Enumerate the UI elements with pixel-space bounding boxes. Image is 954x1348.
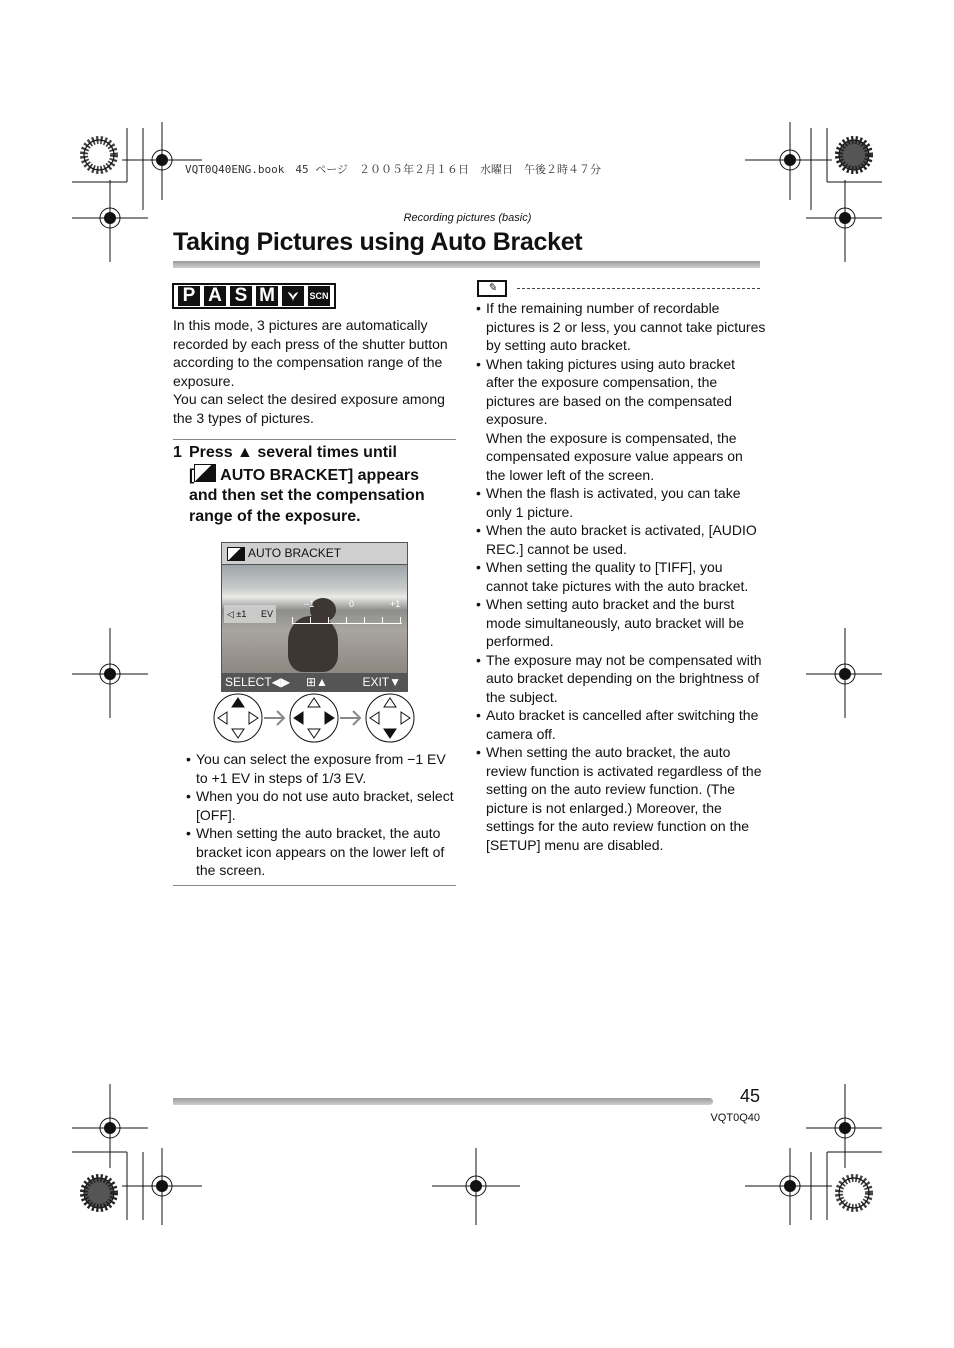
list-item — [476, 521, 766, 558]
list-item: • You can select the exposure from −1 EV to +1 EV in steps of 1/3 EV. — [186, 750, 458, 787]
title-rule — [173, 261, 760, 268]
dpad-sequence — [212, 692, 416, 744]
step-line: Press ▲ several times until — [189, 444, 397, 461]
note-text: When the exposure is compensated, the compensated exposure value appears on the lower left of the screen. — [486, 429, 743, 483]
mode-scn-icon: SCN — [308, 286, 330, 306]
lcd-exit-hint: EXIT▼ — [362, 675, 401, 689]
scale-label: 0 — [349, 599, 355, 609]
auto-bracket-icon — [227, 547, 245, 561]
list-item: • When you do not use auto bracket, select [OFF]. — [186, 787, 458, 824]
list-item — [476, 558, 766, 595]
list-item — [476, 355, 766, 485]
ev-value-text: ◁ ±1 — [227, 609, 247, 619]
dpad-left-right-icon — [290, 694, 338, 742]
ev-value — [224, 605, 276, 623]
note-text: • If the remaining number of recordable pictures is 2 or less, you cannot take pictures by setting auto bracket. — [486, 300, 766, 353]
step-instruction — [189, 443, 457, 527]
step-line: AUTO BRACKET] appears — [216, 466, 420, 484]
mode-icons — [172, 283, 336, 309]
lcd-header — [222, 543, 407, 565]
lcd-photo — [222, 564, 407, 674]
lcd-footer — [222, 673, 407, 691]
note-icon: ✎ — [477, 280, 507, 297]
print-header: VQT0Q40ENG.book 45 ページ ２００５年２月１６日 水曜日 午後２時４７分 — [185, 163, 601, 176]
list-item — [476, 484, 766, 521]
list-item — [476, 743, 766, 854]
footer-rule — [173, 1098, 713, 1105]
intro-paragraph: In this mode, 3 pictures are automatically recorded by each press of the shutter button according to the compensation range of the exposure. — [173, 317, 448, 389]
list-item — [476, 595, 766, 651]
lcd-header-label: AUTO BRACKET — [248, 546, 342, 560]
mode-s-icon: S — [230, 286, 252, 306]
mode-p-icon: P — [178, 286, 200, 306]
list-item: • When setting the auto bracket, the auto bracket icon appears on the lower left of the screen. — [186, 824, 458, 880]
note-divider — [517, 288, 760, 289]
mode-m-icon: M — [256, 286, 278, 306]
macro-icon — [282, 286, 304, 306]
note-text: • When setting the auto bracket, the auto review function is activated regardless of the setting on the auto review function. (The picture is not enlarged.) Moreover, the settings for the auto review function on the [SETUP] menu are disabled. — [486, 744, 762, 853]
list-item — [476, 299, 766, 355]
ev-scale — [292, 599, 402, 625]
note-text: • When the flash is activated, you can take only 1 picture. — [486, 485, 741, 520]
note-text: • When taking pictures using auto bracket after the exposure compensation, the pictures are based on the compensated exposure. — [486, 355, 736, 427]
step-bullets — [186, 750, 458, 880]
step-line: and then set the compensation range of the exposure. — [189, 487, 425, 525]
note-text: • When setting the quality to [TIFF], you cannot take pictures with the auto bracket. — [486, 559, 749, 594]
dpad-up-icon — [214, 694, 262, 742]
lcd-select-hint: SELECT◀▶ — [225, 675, 291, 689]
page-number: 45 — [739, 1086, 760, 1106]
step-line: [ — [189, 466, 195, 484]
lcd-middle-hint: ⊞▲ — [306, 675, 328, 689]
arrow-right-icon — [340, 711, 360, 725]
step-rule-top — [173, 439, 456, 440]
intro-paragraph: You can select the desired exposure among the 3 types of pictures. — [173, 391, 445, 426]
intro-text — [173, 316, 463, 427]
arrow-right-icon — [264, 711, 284, 725]
note-text: • The exposure may not be compensated with auto bracket depending on the brightness of the subject. — [486, 651, 762, 705]
dpad-down-icon — [366, 694, 414, 742]
scale-label: −1 — [304, 599, 315, 609]
scale-ticks — [292, 617, 402, 624]
notes-list — [476, 299, 766, 854]
auto-bracket-icon — [194, 464, 216, 482]
step-number: 1 — [173, 444, 182, 461]
section-label: Recording pictures (basic) — [403, 212, 532, 224]
list-item — [476, 651, 766, 707]
camera-lcd-screen — [221, 542, 408, 692]
list-item — [476, 706, 766, 743]
page-title: Taking Pictures using Auto Bracket — [173, 228, 583, 256]
ev-unit: EV — [260, 609, 273, 619]
page-code: VQT0Q40 — [710, 1112, 760, 1124]
scale-label: +1 — [390, 599, 401, 609]
note-text: • Auto bracket is cancelled after switching the camera off. — [486, 707, 759, 742]
step-rule-bottom — [173, 885, 456, 886]
mode-a-icon: A — [204, 286, 226, 306]
note-text: • When setting auto bracket and the burst mode simultaneously, auto bracket will be performed. — [486, 596, 745, 649]
note-text: • When the auto bracket is activated, [AUDIO REC.] cannot be used. — [486, 522, 757, 557]
